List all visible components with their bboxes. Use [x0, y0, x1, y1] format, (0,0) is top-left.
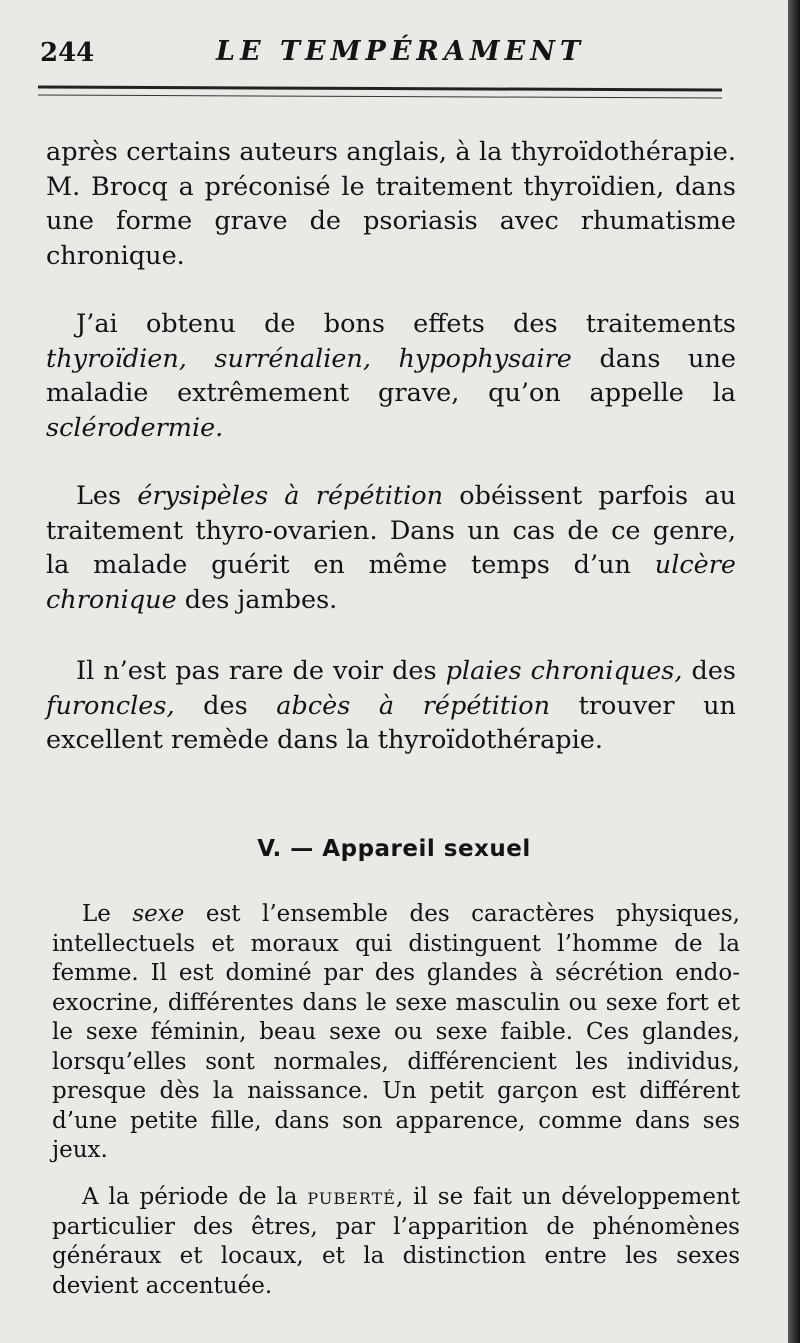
paragraph-text: Il n’est pas rare de voir des — [76, 656, 446, 686]
paragraph-erysipeles — [46, 479, 736, 617]
italic-term: thyroïdien, surrénalien, hypophysaire — [46, 343, 572, 374]
italic-term: abcès à répétition — [276, 690, 550, 721]
paragraph-text: est l’ensemble des caractères physiques, intellectuels et moraux qui distinguent l’homme de la femme. Il est dominé par des glandes à sécrétion endo-exocrine, différentes dans le sexe masculin ou sexe fort et le sexe féminin, beau sexe ou sexe faible. Ces glandes, lorsqu’elles sont normales, différencient les individus, presque dès la naissance. Un petit garçon est différent d’une petite fille, dans son apparence, comme dans ses jeux. — [52, 901, 740, 1163]
header-rule-thin — [38, 95, 722, 99]
paragraph-sexe-definition — [52, 900, 740, 1166]
paragraph-text: trouver un excellent remède dans la thyroïdothérapie. — [46, 690, 736, 755]
paragraph-puberte — [52, 1183, 740, 1301]
paragraph-text: Les — [76, 481, 138, 511]
paragraph-text: J’ai obtenu de bons effets des traitements — [76, 309, 736, 339]
paragraph-text: obéissent parfois au traitement thyro-ovarien. Dans un cas de ce genre, la malade guérit en même temps d’un — [46, 481, 737, 580]
page-edge-shadow — [788, 0, 800, 1343]
paragraph-scleroderma — [46, 307, 736, 445]
paragraph-text: A la période de la — [82, 1184, 308, 1210]
small-caps-term: puberté — [307, 1184, 396, 1210]
paragraph-text: dans une maladie extrêmement grave, qu’on appelle la — [46, 343, 736, 408]
italic-term: furoncles, — [46, 690, 175, 721]
paragraph-text: Le — [82, 901, 133, 927]
paragraph-text: après certains auteurs anglais, à la thyroïdothérapie. M. Brocq a préconisé le traitement thyroïdien, dans une forme grave de psoriasis avec rhumatisme chronique. — [46, 137, 736, 271]
running-title: LE TEMPÉRAMENT — [216, 36, 586, 67]
italic-term: érysipèles à répétition — [137, 481, 444, 511]
italic-term: sclérodermie. — [46, 412, 224, 443]
paragraph-text: , il se fait un développement particulier des êtres, par l’apparition de phénomènes généraux et locaux, et la distinction entre les sexes devient accentuée. — [52, 1184, 740, 1299]
paragraph-thyroid-psoriasis — [46, 135, 736, 273]
section-heading: V. — Appareil sexuel — [257, 836, 531, 862]
page-number: 244 — [40, 38, 95, 68]
paragraph-plaies — [46, 654, 736, 758]
italic-term: plaies chroniques, — [445, 656, 683, 686]
paragraph-text: des jambes. — [176, 584, 338, 615]
italic-term: ulcère chronique — [46, 550, 736, 615]
paragraph-text: des — [682, 656, 736, 686]
page-header — [38, 34, 728, 74]
paragraph-text: des — [174, 690, 277, 721]
italic-term: sexe — [132, 901, 185, 927]
header-rule — [38, 86, 722, 92]
